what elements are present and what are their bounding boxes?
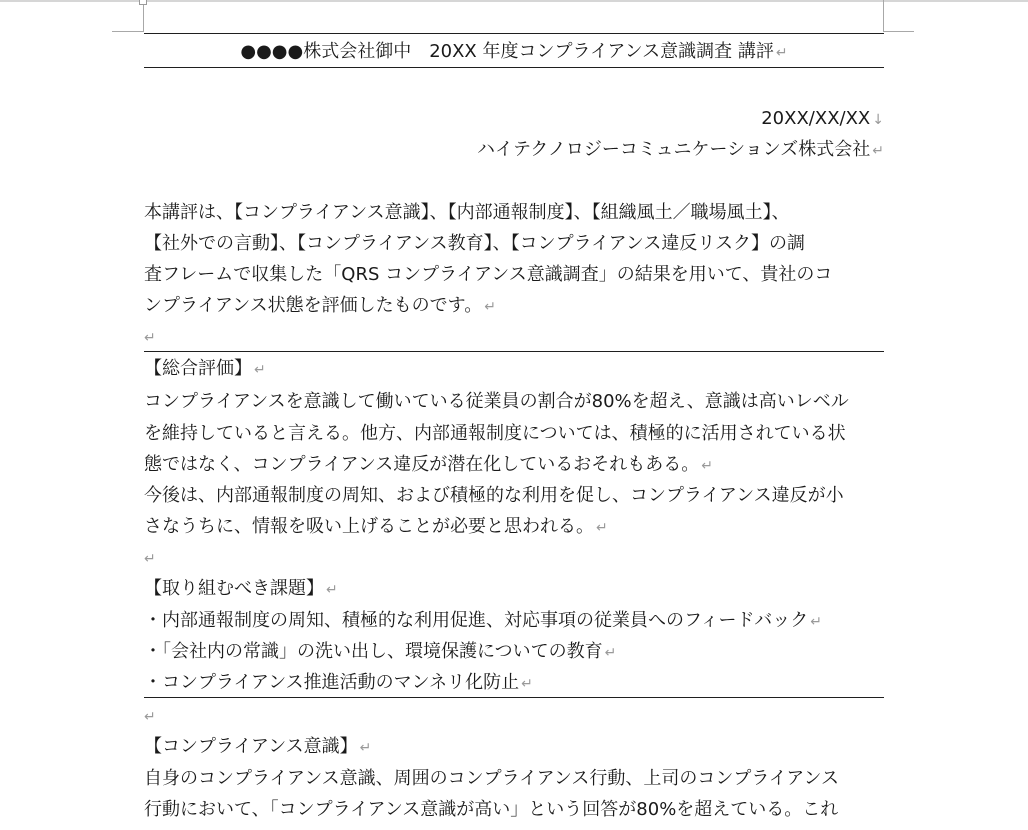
date-line[interactable]: 20XX/XX/XX ↓ [761, 108, 884, 129]
paragraph-mark: ↵ [144, 330, 156, 346]
paragraph-mark: ↵ [604, 645, 617, 661]
paragraph-mark: ↵ [810, 614, 822, 630]
paragraph-mark: ↵ [775, 45, 788, 61]
margin-mark-left-horizontal [112, 31, 144, 32]
task-item[interactable]: ・内部通報制度の周知、積極的な利用促進、対応事項の従業員へのフィードバック ↵ [144, 610, 822, 631]
task-item[interactable]: ・コンプライアンス推進活動のマンネリ化防止 ↵ [144, 672, 533, 693]
empty-paragraph[interactable] [144, 547, 904, 569]
awareness-heading[interactable]: 【コンプライアンス意識】 ↵ [144, 736, 372, 757]
paragraph-mark: ↵ [254, 362, 266, 378]
intro-line[interactable]: ンプライアンス状態を評価したものです。 ↵ [144, 295, 496, 316]
tasks-heading[interactable]: 【取り組むべき課題】 ↵ [144, 578, 338, 599]
overall-line[interactable]: 態ではなく、コンプライアンス違反が潜在化しているおそれもある。 ↵ [144, 454, 714, 475]
overall-heading[interactable]: 【総合評価】 ↵ [144, 358, 266, 379]
empty-paragraph[interactable] [144, 705, 904, 727]
paragraph-mark: ↵ [521, 676, 533, 692]
paragraph-mark: ↵ [359, 740, 372, 756]
paragraph-mark: ↵ [484, 299, 496, 315]
awareness-line[interactable]: 行動において、「コンプライアンス意識が高い」という回答が80%を超えている。これ [144, 799, 839, 820]
empty-paragraph[interactable] [144, 326, 904, 348]
awareness-line[interactable]: 自身のコンプライアンス意識、周囲のコンプライアンス行動、上司のコンプライアンス [144, 768, 839, 789]
company-line[interactable]: ハイテクノロジーコミュニケーションズ株式会社 ↵ [476, 139, 884, 160]
document-page[interactable] [144, 0, 884, 830]
header-bottom-rule [144, 67, 884, 68]
paragraph-mark: ↵ [701, 458, 714, 474]
header-title[interactable]: ●●●●株式会社御中 20XX 年度コンプライアンス意識調査 講評 ↵ [240, 41, 788, 62]
overall-line[interactable]: を維持していると言える。他方、内部通報制度については、積極的に活用されている状 [144, 423, 846, 444]
section-rule-tasks [144, 697, 884, 698]
paragraph-mark: ↵ [872, 143, 884, 159]
line-break-mark: ↓ [872, 112, 884, 128]
paragraph-mark: ↵ [144, 709, 156, 725]
paragraph-mark: ↵ [326, 582, 338, 598]
task-item[interactable]: ・「会社内の常識」の洗い出し、環境保護についての教育 ↵ [144, 641, 617, 662]
margin-mark-right-horizontal [884, 31, 914, 32]
overall-line[interactable]: さなうちに、情報を吸い上げることが必要と思われる。 ↵ [144, 516, 608, 537]
intro-line[interactable]: 本講評は、【コンプライアンス意識】、【内部通報制度】、【組織風土／職場風土】、 [144, 202, 790, 223]
overall-line[interactable]: 今後は、内部通報制度の周知、および積極的な利用を促し、コンプライアンス違反が小 [144, 485, 844, 506]
section-rule-overall [144, 351, 884, 352]
paragraph-mark: ↵ [144, 551, 156, 567]
paragraph-mark: ↵ [596, 520, 608, 536]
header-top-rule [144, 33, 884, 34]
intro-line[interactable]: 【社外での言動】、【コンプライアンス教育】、【コンプライアンス違反リスク】の調 [144, 233, 805, 254]
intro-line[interactable]: 査フレームで収集した「QRS コンプライアンス意識調査」の結果を用いて、貴社のコ [144, 264, 833, 285]
overall-line[interactable]: コンプライアンスを意識して働いている従業員の割合が80%を超え、意識は高いレベル [144, 391, 849, 412]
